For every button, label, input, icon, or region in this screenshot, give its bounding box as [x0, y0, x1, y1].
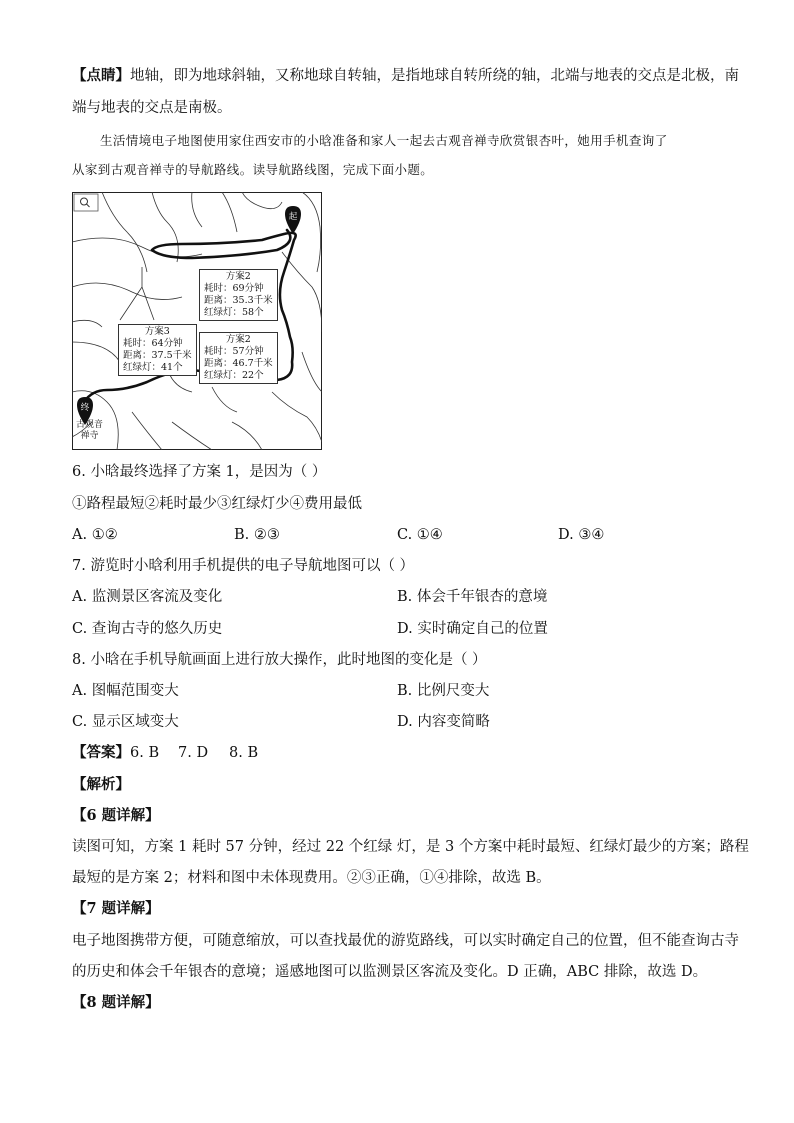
plan-box-right-dist: 距离：46.7千米: [204, 358, 273, 369]
q7-stem: 7. 游览时小晗利用手机提供的电子导航地图可以（ ）: [72, 558, 415, 574]
q8-option-c: C. 显示区域变大: [72, 714, 179, 730]
answer-label: 【答案】: [72, 744, 130, 761]
detail-7-label: 【7 题详解】: [72, 900, 160, 917]
plan-box-left: [118, 324, 197, 376]
plan-box-left-title: 方案3: [144, 326, 170, 337]
plan-box-top: [199, 269, 278, 321]
magnifier-icon: [74, 194, 98, 211]
q7-option-d: D. 实时确定自己的位置: [397, 621, 548, 637]
answer-line: [72, 743, 159, 763]
end-label: [76, 420, 103, 442]
q6-stem: 6. 小晗最终选择了方案 1，是因为（ ）: [72, 464, 327, 480]
q6-items: ①路程最短②耗时最少③红绿灯少④费用最低: [72, 496, 362, 512]
plan-box-left-time: 耗时：64分钟: [123, 338, 183, 349]
answer-6: 6. B: [130, 745, 160, 761]
plan-box-right-time: 耗时：57分钟: [204, 346, 264, 357]
detail-6-line-2: 最短的是方案 2；材料和图中未体现费用。②③正确，①④排除，故选 B。: [72, 870, 551, 886]
detail-7-line-1: 电子地图携带方便，可随意缩放，可以查找最优的游览路线，可以实时确定自己的位置，但不能查询古寺: [72, 933, 739, 949]
navigation-map: [72, 192, 322, 450]
q6-option-d: D. ③④: [558, 527, 605, 543]
end-label-line-1: 古观音: [76, 420, 104, 430]
detail-6-line-1: 读图可知，方案 1 耗时 57 分钟，经过 22 个红绿 灯，是 3 个方案中耗时最短、红绿灯最少的方案；路程: [72, 839, 749, 855]
plan-box-top-time: 耗时：69分钟: [204, 283, 264, 294]
intro-line-2: 从家到古观音禅寺的导航路线。读导航路线图，完成下面小题。: [72, 162, 434, 177]
analysis-label: 【解析】: [72, 776, 130, 793]
plan-box-right-lights: 红绿灯：22个: [204, 370, 264, 381]
dianjing-line-1: [72, 66, 739, 86]
q7-option-a: A. 监测景区客流及变化: [72, 589, 223, 605]
detail-7-line-2: 的历史和体会千年银杏的意境；遥感地图可以监测景区客流及变化。D 正确，ABC 排除，故选 D。: [72, 964, 708, 980]
plan-box-left-dist: 距离：37.5千米: [123, 350, 192, 361]
detail-6-label: 【6 题详解】: [72, 807, 160, 824]
plan-box-top-title: 方案2: [225, 271, 251, 282]
intro-line-1: 生活情境电子地图使用家住西安市的小晗准备和家人一起去古观音禅寺欣赏银杏叶，她用手机查询了: [100, 133, 668, 148]
end-marker-text: 终: [80, 403, 90, 413]
map-svg: [72, 192, 322, 450]
answer-7: 7. D: [178, 745, 209, 761]
plan-box-right: [199, 332, 278, 384]
start-marker-text: 起: [288, 212, 298, 222]
plan-box-top-lights: 红绿灯：58个: [204, 307, 264, 318]
q6-option-c: C. ①④: [397, 527, 443, 543]
dianjing-text-1: 地轴，即为地球斜轴，又称地球自转轴，是指地球自转所绕的轴，北端与地表的交点是北极，南: [130, 68, 739, 84]
plan-box-right-title: 方案2: [225, 334, 251, 345]
q8-stem: 8. 小晗在手机导航画面上进行放大操作，此时地图的变化是（ ）: [72, 652, 487, 668]
q7-option-c: C. 查询古寺的悠久历史: [72, 621, 223, 637]
plan-box-top-dist: 距离：35.3千米: [204, 295, 273, 306]
q8-option-b: B. 比例尺变大: [397, 683, 490, 699]
detail-8-label: 【8 题详解】: [72, 994, 160, 1011]
q8-option-a: A. 图幅范围变大: [72, 683, 179, 699]
q8-option-d: D. 内容变简略: [397, 714, 490, 730]
dianjing-label: 【点睛】: [72, 67, 130, 84]
end-label-line-2: 禅寺: [80, 431, 99, 441]
plan-box-left-lights: 红绿灯：41个: [123, 362, 183, 373]
q7-option-b: B. 体会千年银杏的意境: [397, 589, 548, 605]
dianjing-line-2: 端与地表的交点是南极。: [72, 100, 232, 116]
q6-option-a: A. ①②: [72, 527, 118, 543]
answer-8: 8. B: [229, 745, 259, 761]
q6-option-b: B. ②③: [234, 527, 280, 543]
